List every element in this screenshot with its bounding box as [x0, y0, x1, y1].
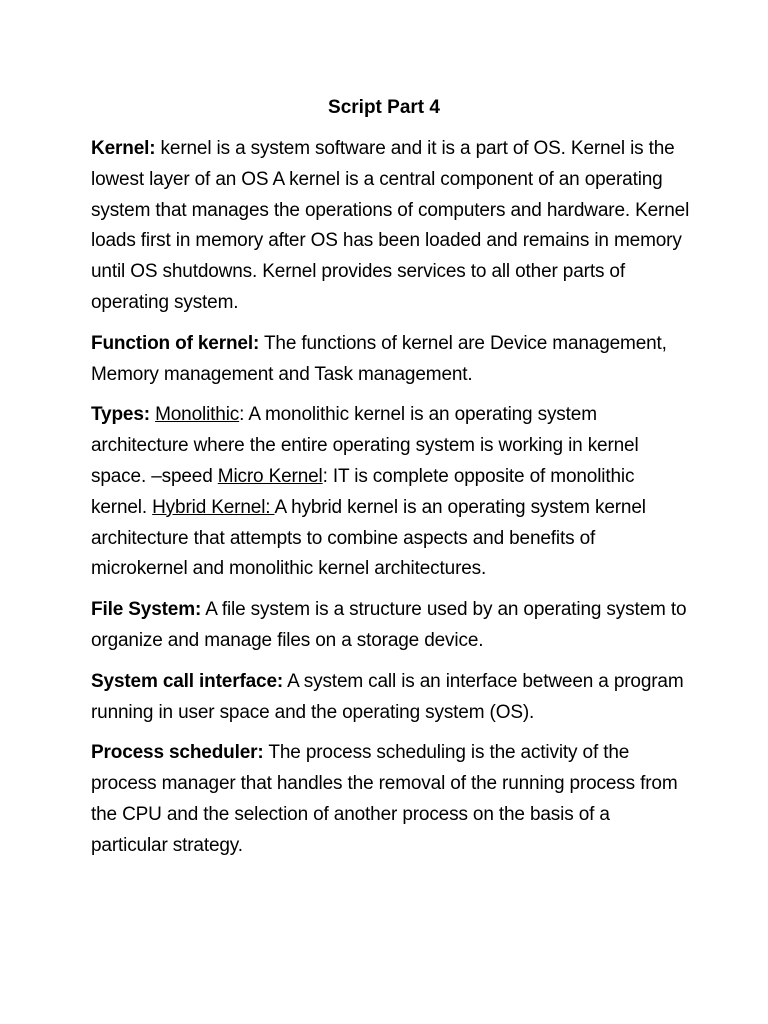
file-system-text: A file system is a structure used by an operating system to organize and manage files on a storage device. [91, 599, 687, 651]
function-heading: Function of kernel: [91, 332, 260, 354]
process-scheduler-text: The process scheduling is the activity of the process manager that handles the removal of the running process from the CPU and the selection of another process on the basis of a particular strategy. [91, 742, 678, 856]
file-system-heading: File System: [91, 599, 202, 621]
micro-kernel-label: Micro Kernel [217, 465, 323, 487]
paragraph-process-scheduler [91, 738, 691, 861]
micro-kernel-text: : IT is complete opposite of monolithic kernel. [91, 465, 635, 518]
system-call-heading: System call interface: [91, 670, 284, 692]
paragraph-kernel [91, 134, 691, 319]
paragraph-function [91, 329, 691, 391]
kernel-heading: Kernel: [91, 138, 156, 159]
hybrid-kernel-label: Hybrid Kernel: [152, 496, 275, 518]
system-call-text: A system call is an interface between a program running in user space and the operating system (OS). [91, 670, 684, 723]
paragraph-file-system [91, 595, 691, 657]
paragraph-system-call [91, 667, 691, 729]
document-body [91, 134, 691, 872]
page-title: Script Part 4 [328, 97, 440, 118]
monolithic-text: : A monolithic kernel is an operating system architecture where the entire operating system is working in kernel space. –speed [91, 404, 639, 487]
paragraph-types [91, 400, 691, 585]
types-heading: Types: [91, 404, 150, 426]
hybrid-kernel-text: A hybrid kernel is an operating system kernel architecture that attempts to combine aspects and benefits of microkernel and monolithic kernel architectures. [91, 496, 646, 580]
function-text: The functions of kernel are Device management, Memory management and Task management. [91, 332, 667, 385]
kernel-text: kernel is a system software and it is a part of OS. Kernel is the lowest layer of an OS A kernel is a central component of an operating system that manages the operations of computers and hardware. Kernel loads first in memory after OS has been loaded and remains in memory until OS shutdowns. Kernel provides services to all other parts of operating system. [91, 138, 690, 313]
process-scheduler-heading: Process scheduler: [91, 742, 264, 764]
monolithic-label: Monolithic [155, 404, 240, 426]
